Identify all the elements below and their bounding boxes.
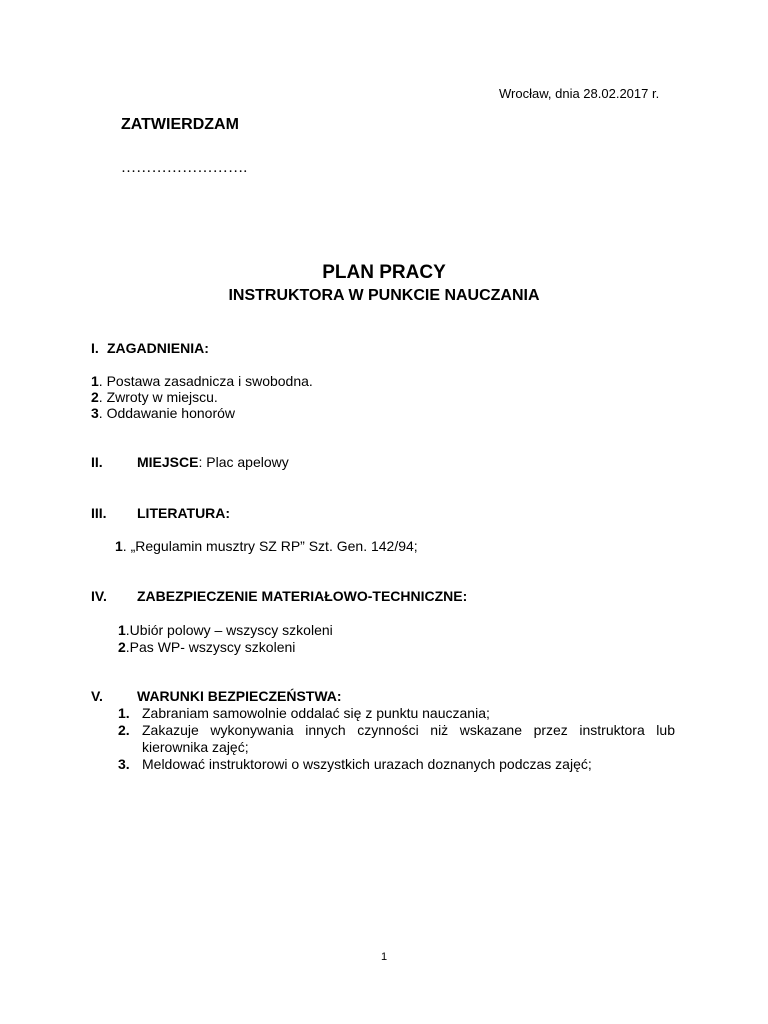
list-item — [118, 639, 295, 655]
document-subtitle: INSTRUKTORA W PUNKCIE NAUCZANIA — [228, 287, 540, 304]
list-item-text: .Ubiór polowy – wszyscy szkoleni — [125, 622, 333, 638]
list-item — [115, 538, 418, 554]
list-item-text: . Postawa zasadnicza i swobodna. — [98, 373, 313, 389]
section-5-heading: WARUNKI BEZPIECZEŃSTWA: — [137, 688, 342, 704]
list-item-text: .Pas WP- wszyscy szkoleni — [125, 639, 296, 655]
list-item-text: . Zwroty w miejscu. — [98, 389, 218, 405]
list-item-number: 2. — [118, 722, 130, 738]
list-item-text: Zabraniam samowolnie oddalać się z punktu nauczania; — [142, 705, 490, 721]
list-item-text: . Oddawanie honorów — [98, 405, 235, 421]
list-item — [91, 389, 218, 405]
section-4-heading: ZABEZPIECZENIE MATERIAŁOWO-TECHNICZNE: — [137, 588, 468, 604]
approval-heading: ZATWIERDZAM — [121, 116, 239, 133]
list-item — [91, 373, 313, 389]
section-1-heading: ZAGADNIENIA: — [107, 340, 209, 356]
page-number: 1 — [380, 951, 388, 963]
section-5-number: V. — [91, 688, 103, 704]
section-2-number: II. — [91, 454, 103, 470]
list-item — [91, 405, 235, 421]
section-2-text: : Plac apelowy — [198, 454, 289, 470]
section-2-line — [137, 454, 289, 470]
list-item — [118, 622, 333, 638]
section-1-number: I. — [91, 340, 99, 356]
document-title: PLAN PRACY — [322, 262, 446, 283]
list-item-number: 1. — [118, 705, 130, 721]
date-line: Wrocław, dnia 28.02.2017 r. — [499, 86, 660, 101]
list-item-text: . „Regulamin musztry SZ RP” Szt. Gen. 142/94; — [122, 538, 418, 554]
section-4-number: IV. — [91, 588, 107, 604]
list-item-number: 3. — [118, 756, 130, 772]
section-2-heading: MIEJSCE — [137, 454, 199, 470]
list-item-number: 1 — [115, 538, 123, 554]
section-3-number: III. — [91, 505, 107, 521]
list-item-number: 3 — [91, 405, 99, 421]
signature-line: ……………………. — [121, 160, 248, 176]
list-item-number: 1 — [91, 373, 99, 389]
list-item-number: 1 — [118, 622, 126, 638]
list-item-text: Zakazuje wykonywania innych czynności niż wskazane przez instruktora lub kierownika zajęć; — [142, 722, 675, 755]
list-item-number: 2 — [91, 389, 99, 405]
section-3-heading: LITERATURA: — [137, 505, 231, 521]
list-item-text: Meldować instruktorowi o wszystkich urazach doznanych podczas zajęć; — [142, 756, 592, 772]
list-item-number: 2 — [118, 639, 126, 655]
